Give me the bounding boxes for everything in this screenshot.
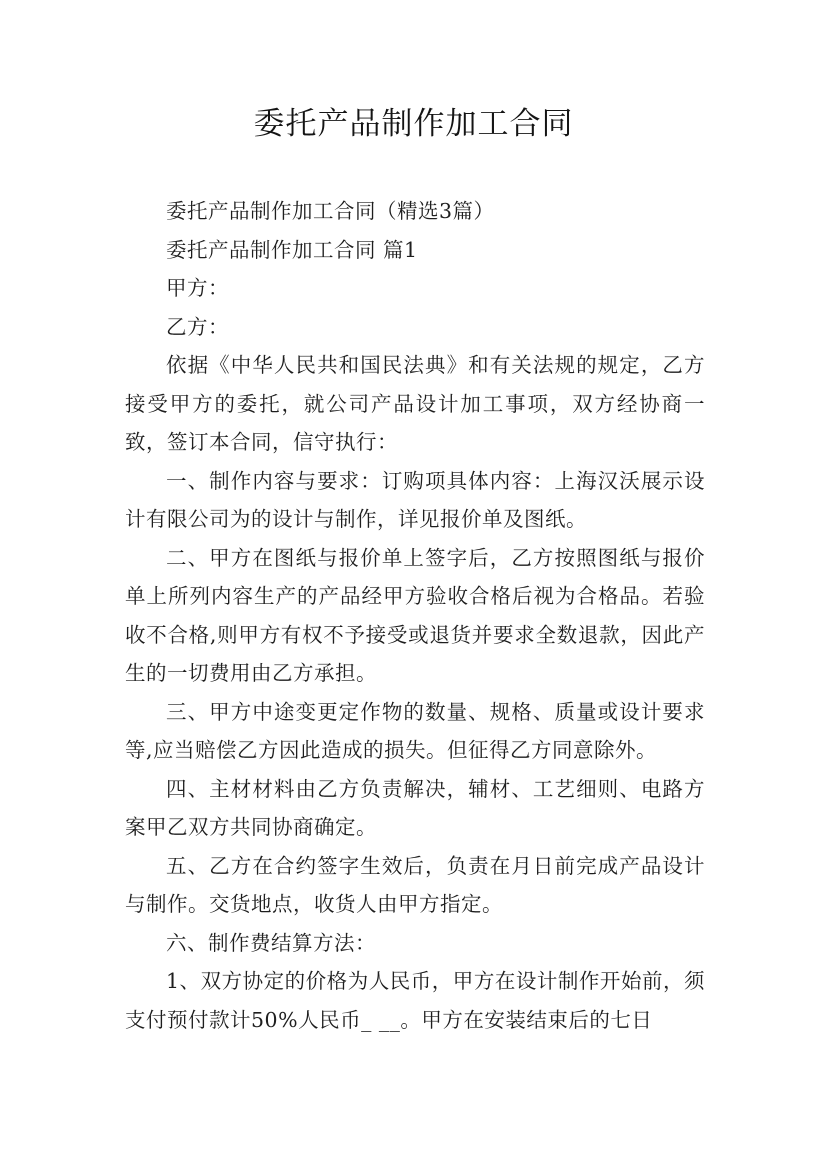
paragraph: 五、乙方在合约签字生效后，负责在月日前完成产品设计与制作。交货地点，收货人由甲方指定。: [125, 853, 705, 916]
paragraph: 二、甲方在图纸与报价单上签字后，乙方按照图纸与报价单上所列内容生产的产品经甲方验收合格后视为合格品。若验收不合格,则甲方有权不予接受或退货并要求全数退款，因此产生的一切费用由乙方承担。: [125, 545, 705, 685]
document-title: 委托产品制作加工合同: [253, 106, 574, 142]
paragraph: 乙方：: [166, 314, 229, 339]
paragraph: 委托产品制作加工合同（精选3篇）: [166, 199, 495, 223]
paragraph: 六、制作费结算方法：: [166, 930, 376, 955]
paragraph: 一、制作内容与要求：订购项具体内容：上海汉沃展示设计有限公司为的设计与制作，详见报价单及图纸。: [125, 468, 705, 531]
paragraph: 甲方：: [166, 276, 229, 300]
paragraph: 委托产品制作加工合同 篇1: [166, 237, 418, 262]
document-body: [125, 192, 705, 1039]
paragraph: 1、双方协定的价格为人民币，甲方在设计制作开始前，须支付预付款计50%人民币_ __。甲方在安装结束后的七日: [125, 969, 705, 1032]
paragraph: 依据《中华人民共和国民法典》和有关法规的规定，乙方接受甲方的委托，就公司产品设计加工事项，双方经协商一致，签订本合同，信守执行：: [125, 353, 705, 454]
paragraph: 三、甲方中途变更定作物的数量、规格、质量或设计要求等,应当赔偿乙方因此造成的损失。但征得乙方同意除外。: [125, 699, 705, 762]
paragraph: 四、主材材料由乙方负责解决，辅材、工艺细则、电路方案甲乙双方共同协商确定。: [125, 776, 705, 839]
